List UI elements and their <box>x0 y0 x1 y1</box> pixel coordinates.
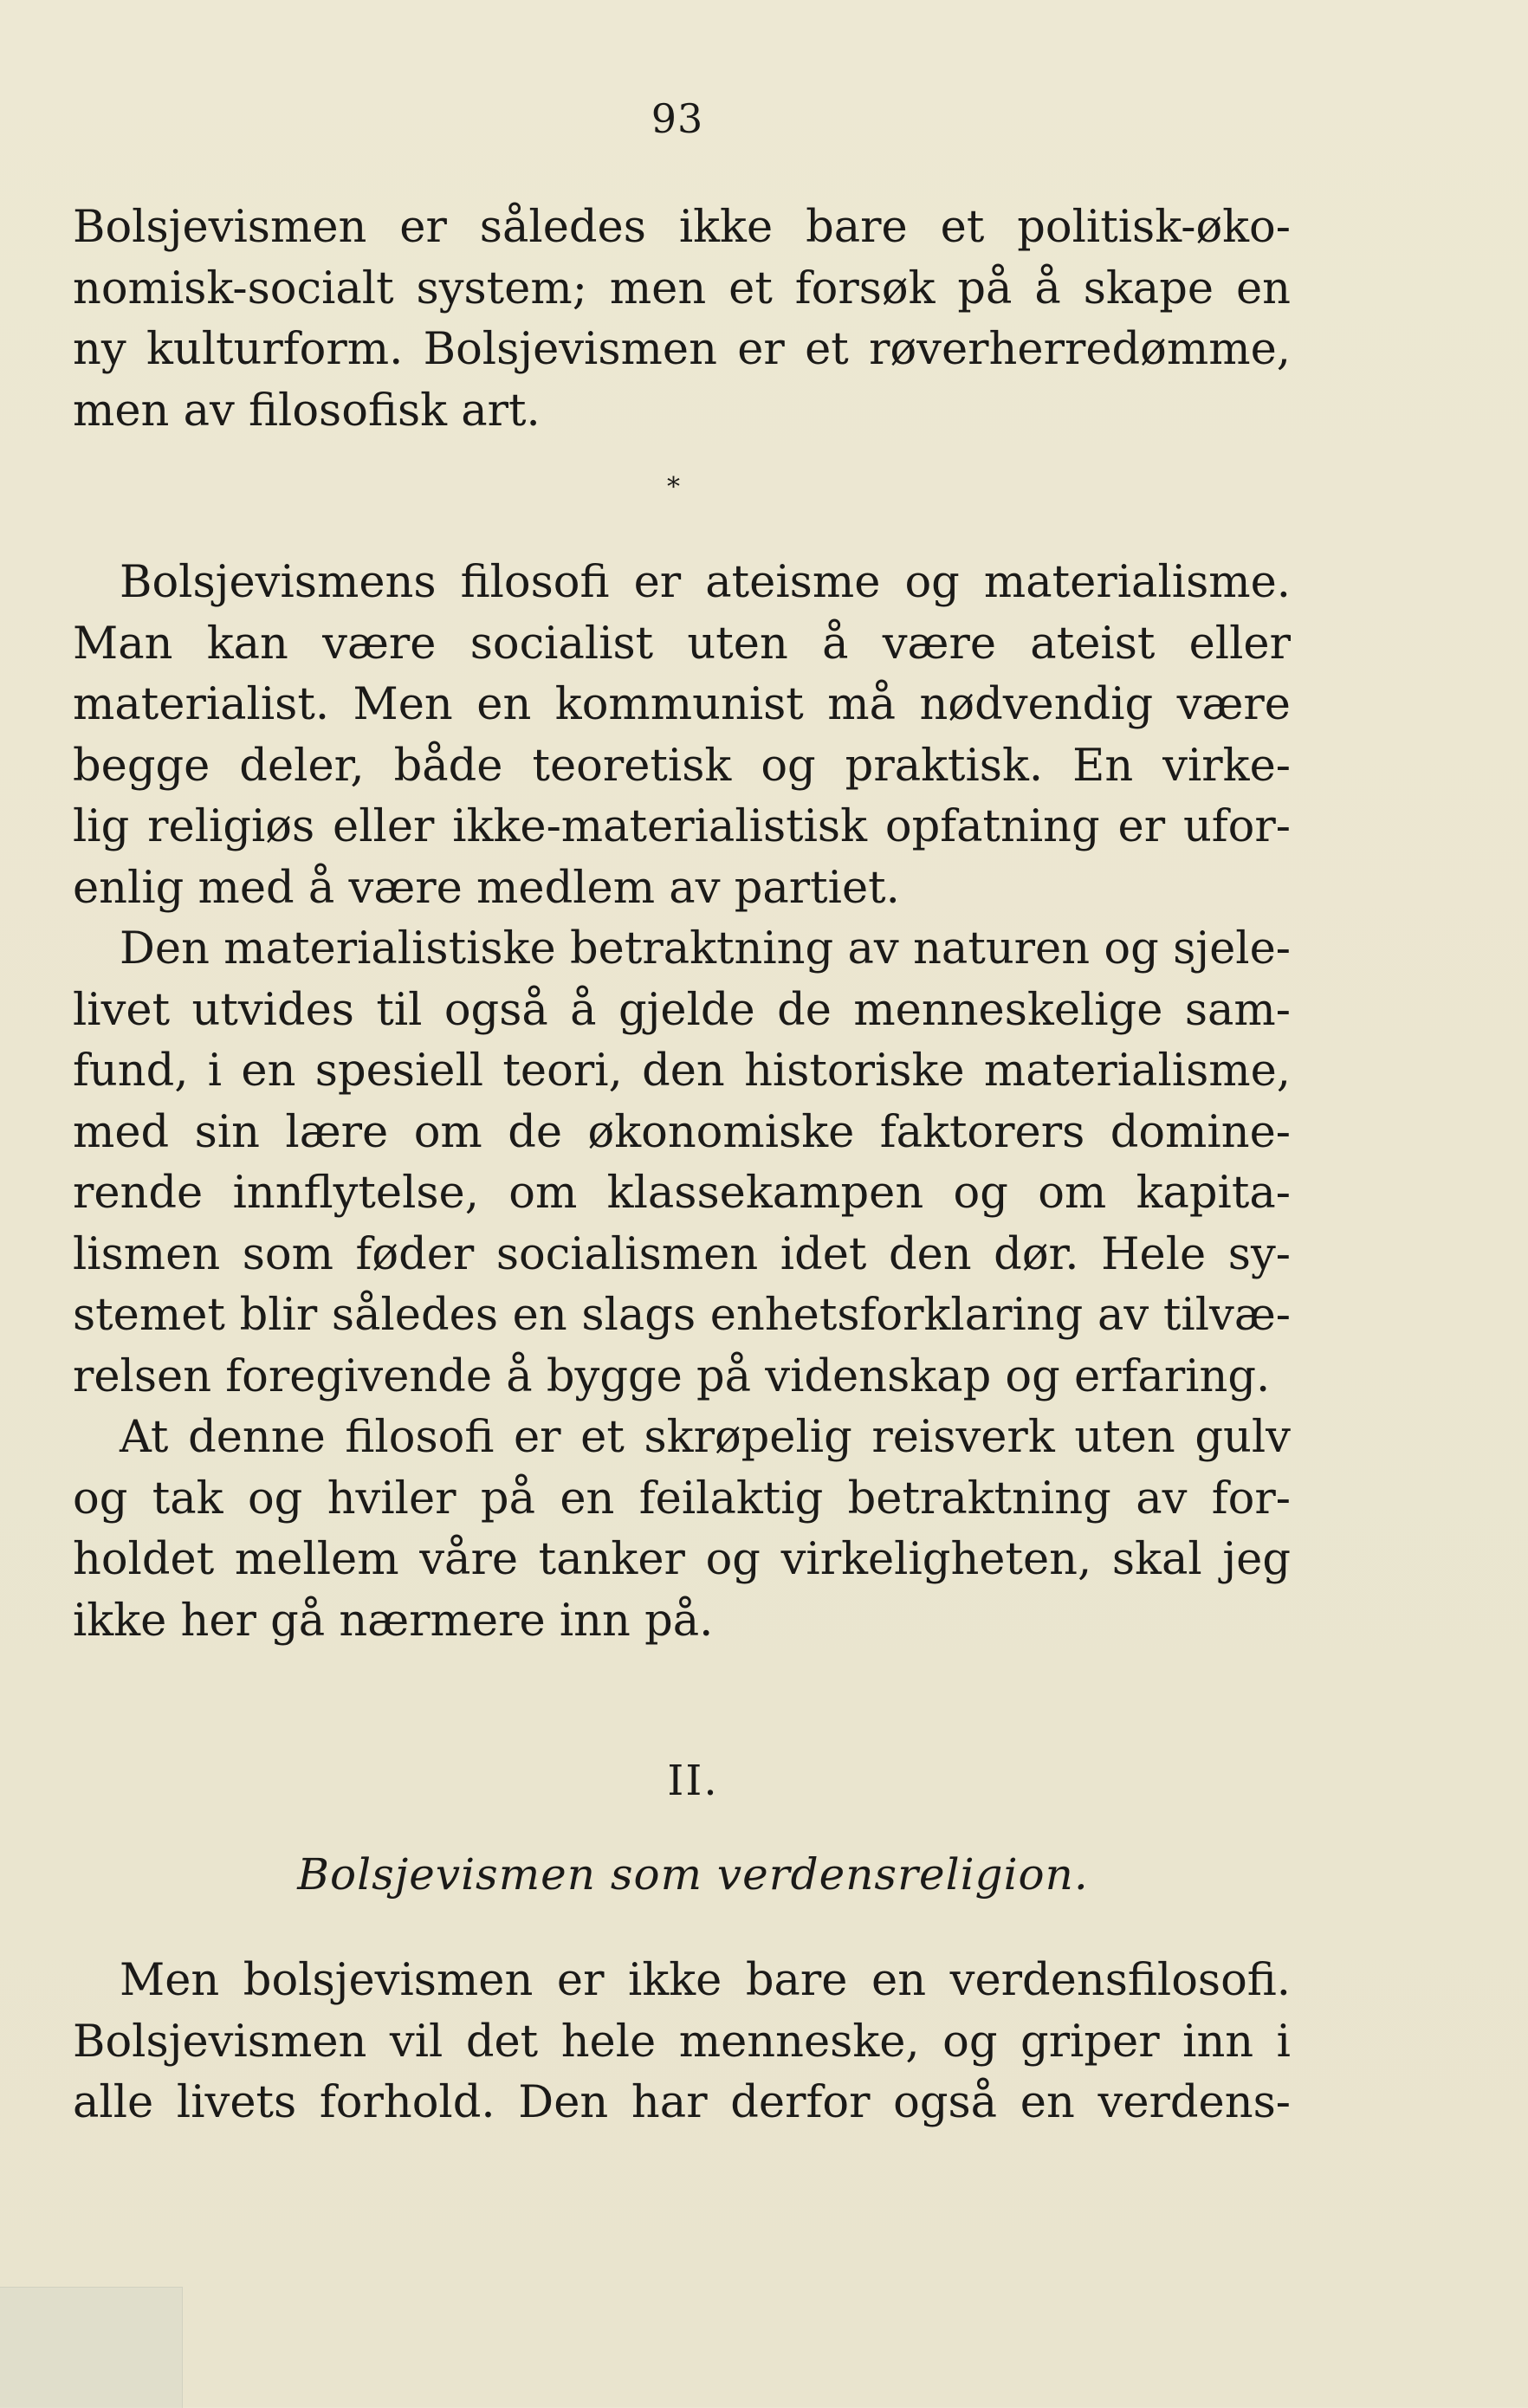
text-line: Bolsjevismen er således ikke bare et politisk-øko- <box>73 202 1291 253</box>
text-line: lismen som føder socialismen idet den dør. Hele sy- <box>73 1228 1291 1280</box>
text-line: alle livets forhold. Den har derfor også en verdens- <box>73 2077 1291 2128</box>
text-line: Bolsjevismens filosofi er ateisme og materialisme. <box>120 557 1291 608</box>
text-line: materialist. Men en kommunist må nødvendig være <box>73 679 1291 730</box>
chapter-opening-paragraph <box>73 1951 1291 2134</box>
text-line: stemet blir således en slags enhetsforklaring av tilvæ- <box>73 1290 1291 1341</box>
text-line: og tak og hviler på en feilaktig betraktning av for- <box>73 1473 1291 1524</box>
paragraph-critique <box>73 1408 1291 1652</box>
text-line: men av filosofisk art. <box>73 385 541 437</box>
philosophy-section <box>73 553 1291 1652</box>
scan-corner-mark <box>0 2287 183 2408</box>
paragraph-materialism <box>73 919 1291 1408</box>
text-line: relsen foregivende å bygge på videnskap og erfaring. <box>73 1350 1271 1402</box>
text-line: nomisk-socialt system; men et forsøk på å skape en <box>73 262 1291 314</box>
text-line: med sin lære om de økonomiske faktorers domine- <box>73 1106 1291 1158</box>
page-number: 93 <box>651 95 704 142</box>
text-line: At denne filosofi er et skrøpelig reisverk uten gulv <box>120 1412 1291 1463</box>
section-separator-asterisk: * <box>667 472 680 502</box>
text-line: Men bolsjevismen er ikke bare en verdensfilosofi. <box>120 1955 1291 2006</box>
text-line: enlig med å være medlem av partiet. <box>73 862 900 914</box>
text-line: begge deler, både teoretisk og praktisk. En virke- <box>73 740 1291 792</box>
text-line: lig religiøs eller ikke-materialistisk opfatning er ufor- <box>73 801 1291 852</box>
text-line: fund, i en spesiell teori, den historiske materialisme, <box>73 1045 1291 1097</box>
text-line: ikke her gå nærmere inn på. <box>73 1595 714 1647</box>
text-line: rende innflytelse, om klassekampen og om kapita- <box>73 1168 1291 1219</box>
paragraph-philosophy <box>73 553 1291 919</box>
text-line: Man kan være socialist uten å være ateist eller <box>73 618 1291 670</box>
chapter-title: Bolsjevismen som verdensreligion. <box>297 1849 1089 1900</box>
text-line: holdet mellem våre tanker og virkeligheten, skal jeg <box>73 1534 1291 1585</box>
opening-paragraph <box>73 197 1291 442</box>
text-line: Den materialistiske betraktning av naturen og sjele- <box>120 923 1291 974</box>
text-line: livet utvides til også å gjelde de menneskelige sam- <box>73 984 1291 1036</box>
chapter-number: II. <box>667 1757 719 1805</box>
text-line: Bolsjevismen vil det hele menneske, og griper inn i <box>73 2016 1291 2068</box>
text-line: ny kulturform. Bolsjevismen er et røverherredømme, <box>73 324 1291 375</box>
